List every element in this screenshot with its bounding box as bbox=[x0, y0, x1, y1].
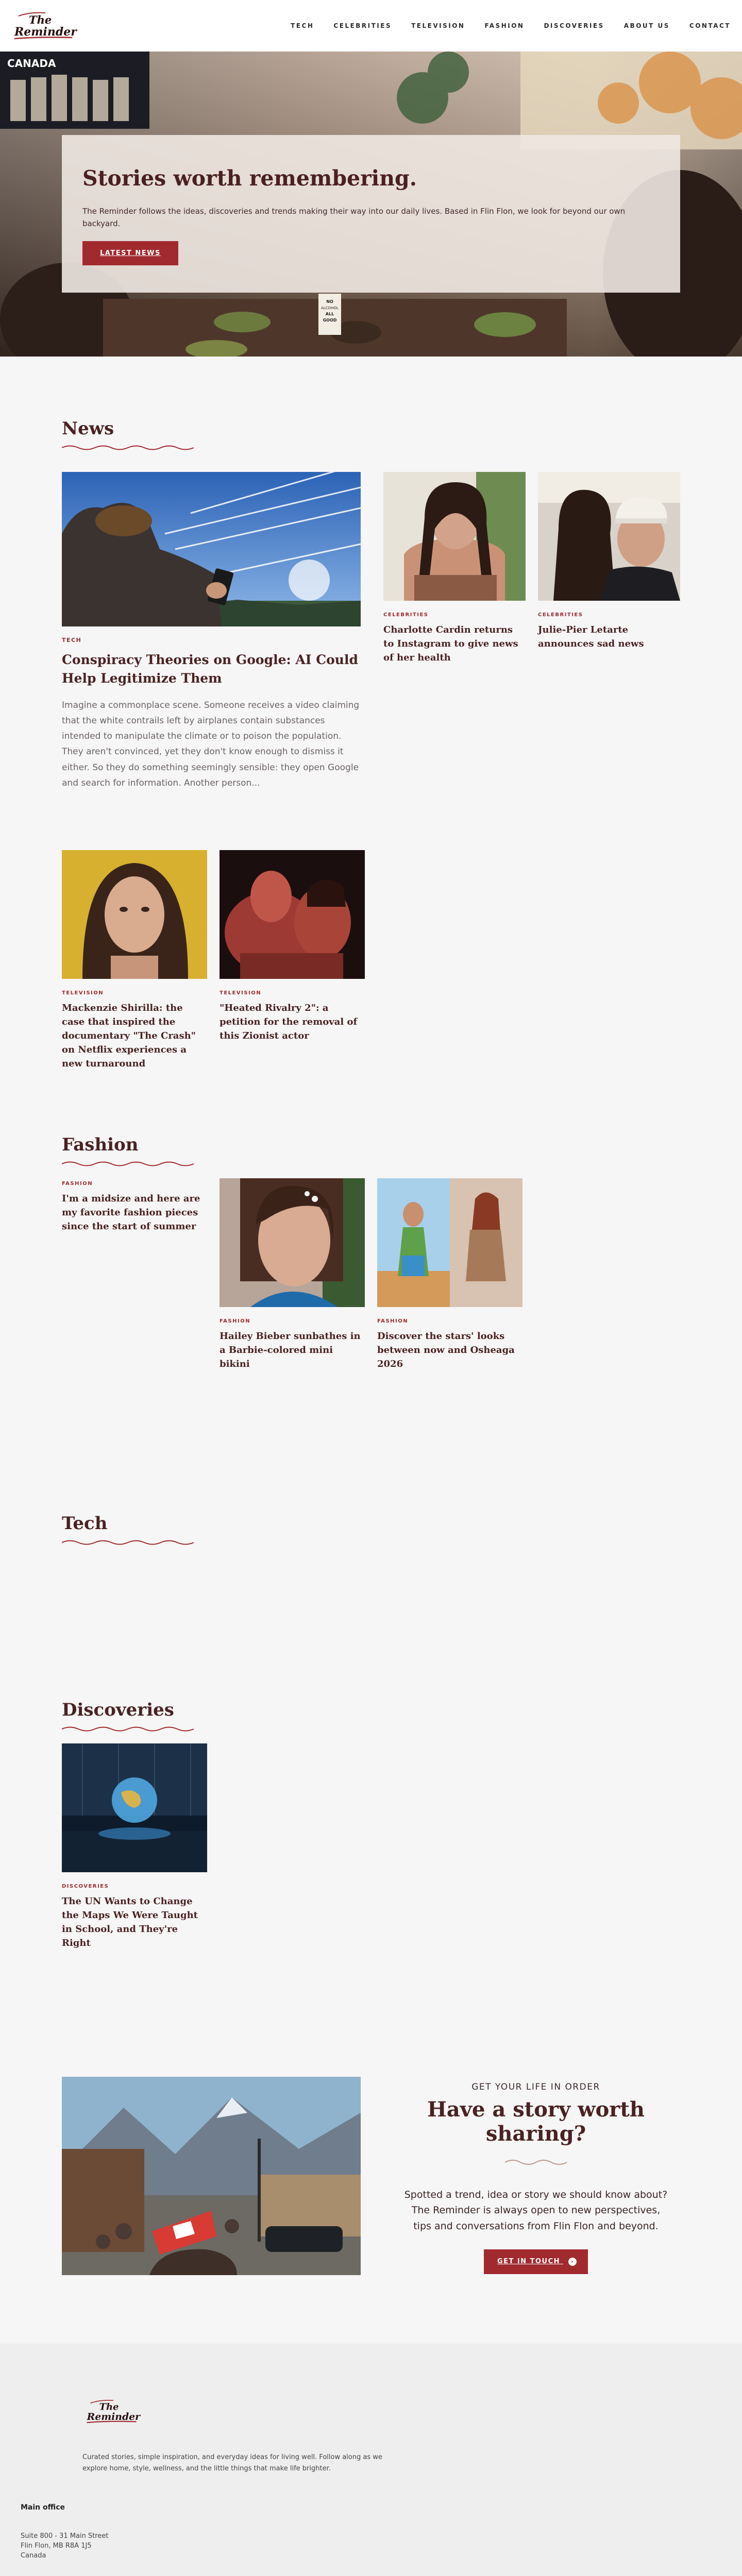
logo-line1: The bbox=[29, 13, 52, 26]
contact-cta-section bbox=[62, 2077, 680, 2344]
article-excerpt: Imagine a commonplace scene. Someone receives a video claiming that the white contrails left by airplanes contain substances intended to manipulate the climate or to poison the population. They aren't convinced, yet they don't know enough to dismiss it either. So they do something seemingly sensible: they open Google and search for information. Another person... bbox=[62, 700, 360, 788]
discoveries-card-image[interactable] bbox=[62, 1743, 207, 1872]
footer-logo[interactable] bbox=[82, 2395, 144, 2428]
article-category[interactable]: FASHION bbox=[62, 1181, 93, 1187]
fashion-section-title: Fashion bbox=[62, 1134, 139, 1155]
article-title[interactable]: Hailey Bieber sunbathes in a Barbie-colored mini bikini bbox=[220, 1331, 361, 1369]
tech-section-title: Tech bbox=[62, 1513, 108, 1534]
featured-article[interactable] bbox=[62, 472, 361, 791]
section-divider-wave bbox=[62, 444, 196, 451]
article-category[interactable]: FASHION bbox=[377, 1318, 409, 1324]
hero-card bbox=[62, 135, 680, 293]
footer-address bbox=[21, 2532, 108, 2561]
table-sign-line1: NO bbox=[326, 299, 333, 304]
featured-article-image[interactable] bbox=[62, 472, 361, 626]
hero-section bbox=[0, 52, 742, 357]
nav-contact[interactable]: CONTACT bbox=[689, 22, 731, 29]
nav-celebrities[interactable]: CELEBRITIES bbox=[333, 22, 392, 29]
news-card[interactable] bbox=[62, 850, 207, 1071]
cta-title: Have a story worth sharing? bbox=[427, 2097, 645, 2146]
site-header bbox=[0, 0, 742, 52]
discoveries-section-title: Discoveries bbox=[62, 1700, 174, 1720]
discoveries-section bbox=[62, 1700, 680, 2077]
hero-sign-text: CANADA bbox=[7, 57, 56, 70]
fashion-card[interactable] bbox=[377, 1178, 522, 1371]
news-card-image[interactable] bbox=[220, 850, 365, 979]
fashion-card-image[interactable] bbox=[220, 1178, 365, 1307]
table-sign-line2: ALCOHOL bbox=[321, 306, 339, 310]
nav-tech[interactable]: TECH bbox=[291, 22, 314, 29]
get-in-touch-label: GET IN TOUCH bbox=[497, 2258, 561, 2266]
logo-line2: Reminder bbox=[14, 25, 77, 39]
cta-image bbox=[62, 2077, 361, 2275]
tech-section bbox=[62, 1513, 680, 1700]
article-title[interactable]: The UN Wants to Change the Maps We Were Taught in School, and They're Right bbox=[62, 1896, 198, 1948]
footer-office-title: Main office bbox=[21, 2503, 65, 2512]
article-category[interactable]: TELEVISION bbox=[62, 990, 104, 996]
footer-address-line3: Canada bbox=[21, 2551, 46, 2560]
news-card-image[interactable] bbox=[383, 472, 526, 601]
arrow-circle-icon: › bbox=[568, 2258, 577, 2266]
site-footer bbox=[0, 2344, 742, 2576]
section-divider-wave bbox=[62, 1539, 196, 1546]
nav-about-us[interactable]: ABOUT US bbox=[623, 22, 670, 29]
article-title[interactable]: I'm a midsize and here are my favorite fashion pieces since the start of summer bbox=[62, 1193, 200, 1232]
news-card-image[interactable] bbox=[62, 850, 207, 979]
discoveries-card[interactable] bbox=[62, 1743, 207, 1950]
article-title[interactable]: Discover the stars' looks between now and Osheaga 2026 bbox=[377, 1331, 515, 1369]
fashion-card-image[interactable] bbox=[377, 1178, 522, 1307]
article-title[interactable]: Charlotte Cardin returns to Instagram to give news of her health bbox=[383, 624, 518, 663]
article-category[interactable]: DISCOVERIES bbox=[62, 1884, 109, 1889]
site-logo[interactable] bbox=[9, 7, 81, 45]
article-title[interactable]: "Heated Rivalry 2": a petition for the removal of this Zionist actor bbox=[220, 1003, 358, 1041]
section-divider-wave bbox=[62, 1160, 196, 1167]
news-card[interactable] bbox=[538, 472, 680, 651]
article-title[interactable]: Conspiracy Theories on Google: AI Could Help Legitimize Them bbox=[62, 652, 358, 686]
cta-content bbox=[392, 2082, 680, 2274]
article-category[interactable]: CELEBRITIES bbox=[383, 612, 429, 618]
footer-address-line2: Flin Flon, MB R8A 1J5 bbox=[21, 2541, 92, 2550]
article-category[interactable]: TELEVISION bbox=[220, 990, 262, 996]
cta-text: Spotted a trend, idea or story we should know about? The Reminder is always open to new perspectives, tips and conversations from Flin Flon and beyond. bbox=[404, 2189, 668, 2232]
table-sign-line3: ALL bbox=[325, 312, 334, 316]
article-category[interactable]: TECH bbox=[62, 637, 82, 643]
article-title[interactable]: Mackenzie Shirilla: the case that inspired the documentary "The Crash" on Netflix experiences a new turnaround bbox=[62, 1003, 196, 1069]
nav-television[interactable]: TELEVISION bbox=[411, 22, 465, 29]
news-card[interactable] bbox=[383, 472, 526, 665]
news-section-title: News bbox=[62, 418, 114, 439]
fashion-card[interactable] bbox=[220, 1178, 365, 1371]
section-divider-wave bbox=[62, 1725, 196, 1733]
table-sign-line4: GOOD bbox=[323, 318, 337, 323]
news-section bbox=[62, 357, 680, 1134]
news-card-image[interactable] bbox=[538, 472, 680, 601]
footer-logo-line1: The bbox=[99, 2401, 119, 2413]
footer-logo-line2: Reminder bbox=[87, 2411, 141, 2422]
main-nav bbox=[281, 22, 731, 29]
fashion-card[interactable] bbox=[62, 1181, 206, 1233]
article-category[interactable]: CELEBRITIES bbox=[538, 612, 583, 618]
hero-text: The Reminder follows the ideas, discoveries and trends making their way into our daily lives. Based in Flin Flon, we look for beyond our own backyard. bbox=[82, 207, 626, 228]
get-in-touch-button[interactable] bbox=[484, 2249, 588, 2274]
news-card[interactable] bbox=[220, 850, 365, 1043]
nav-discoveries[interactable]: DISCOVERIES bbox=[544, 22, 604, 29]
hero-title: Stories worth remembering. bbox=[82, 166, 417, 191]
footer-address-line1: Suite 800 - 31 Main Street bbox=[21, 2532, 109, 2540]
fashion-section bbox=[62, 1134, 680, 1513]
cta-eyebrow: GET YOUR LIFE IN ORDER bbox=[471, 2082, 600, 2092]
article-category[interactable]: FASHION bbox=[220, 1318, 251, 1324]
nav-fashion[interactable]: FASHION bbox=[484, 22, 525, 29]
cta-divider-wave bbox=[505, 2158, 567, 2166]
latest-news-button[interactable]: LATEST NEWS bbox=[82, 241, 178, 265]
article-title[interactable]: Julie-Pier Letarte announces sad news bbox=[538, 624, 644, 649]
footer-tagline: Curated stories, simple inspiration, and everyday ideas for living well. Follow along as we explore home, style, wellness, and the little things that make life brighter. bbox=[82, 2453, 382, 2473]
